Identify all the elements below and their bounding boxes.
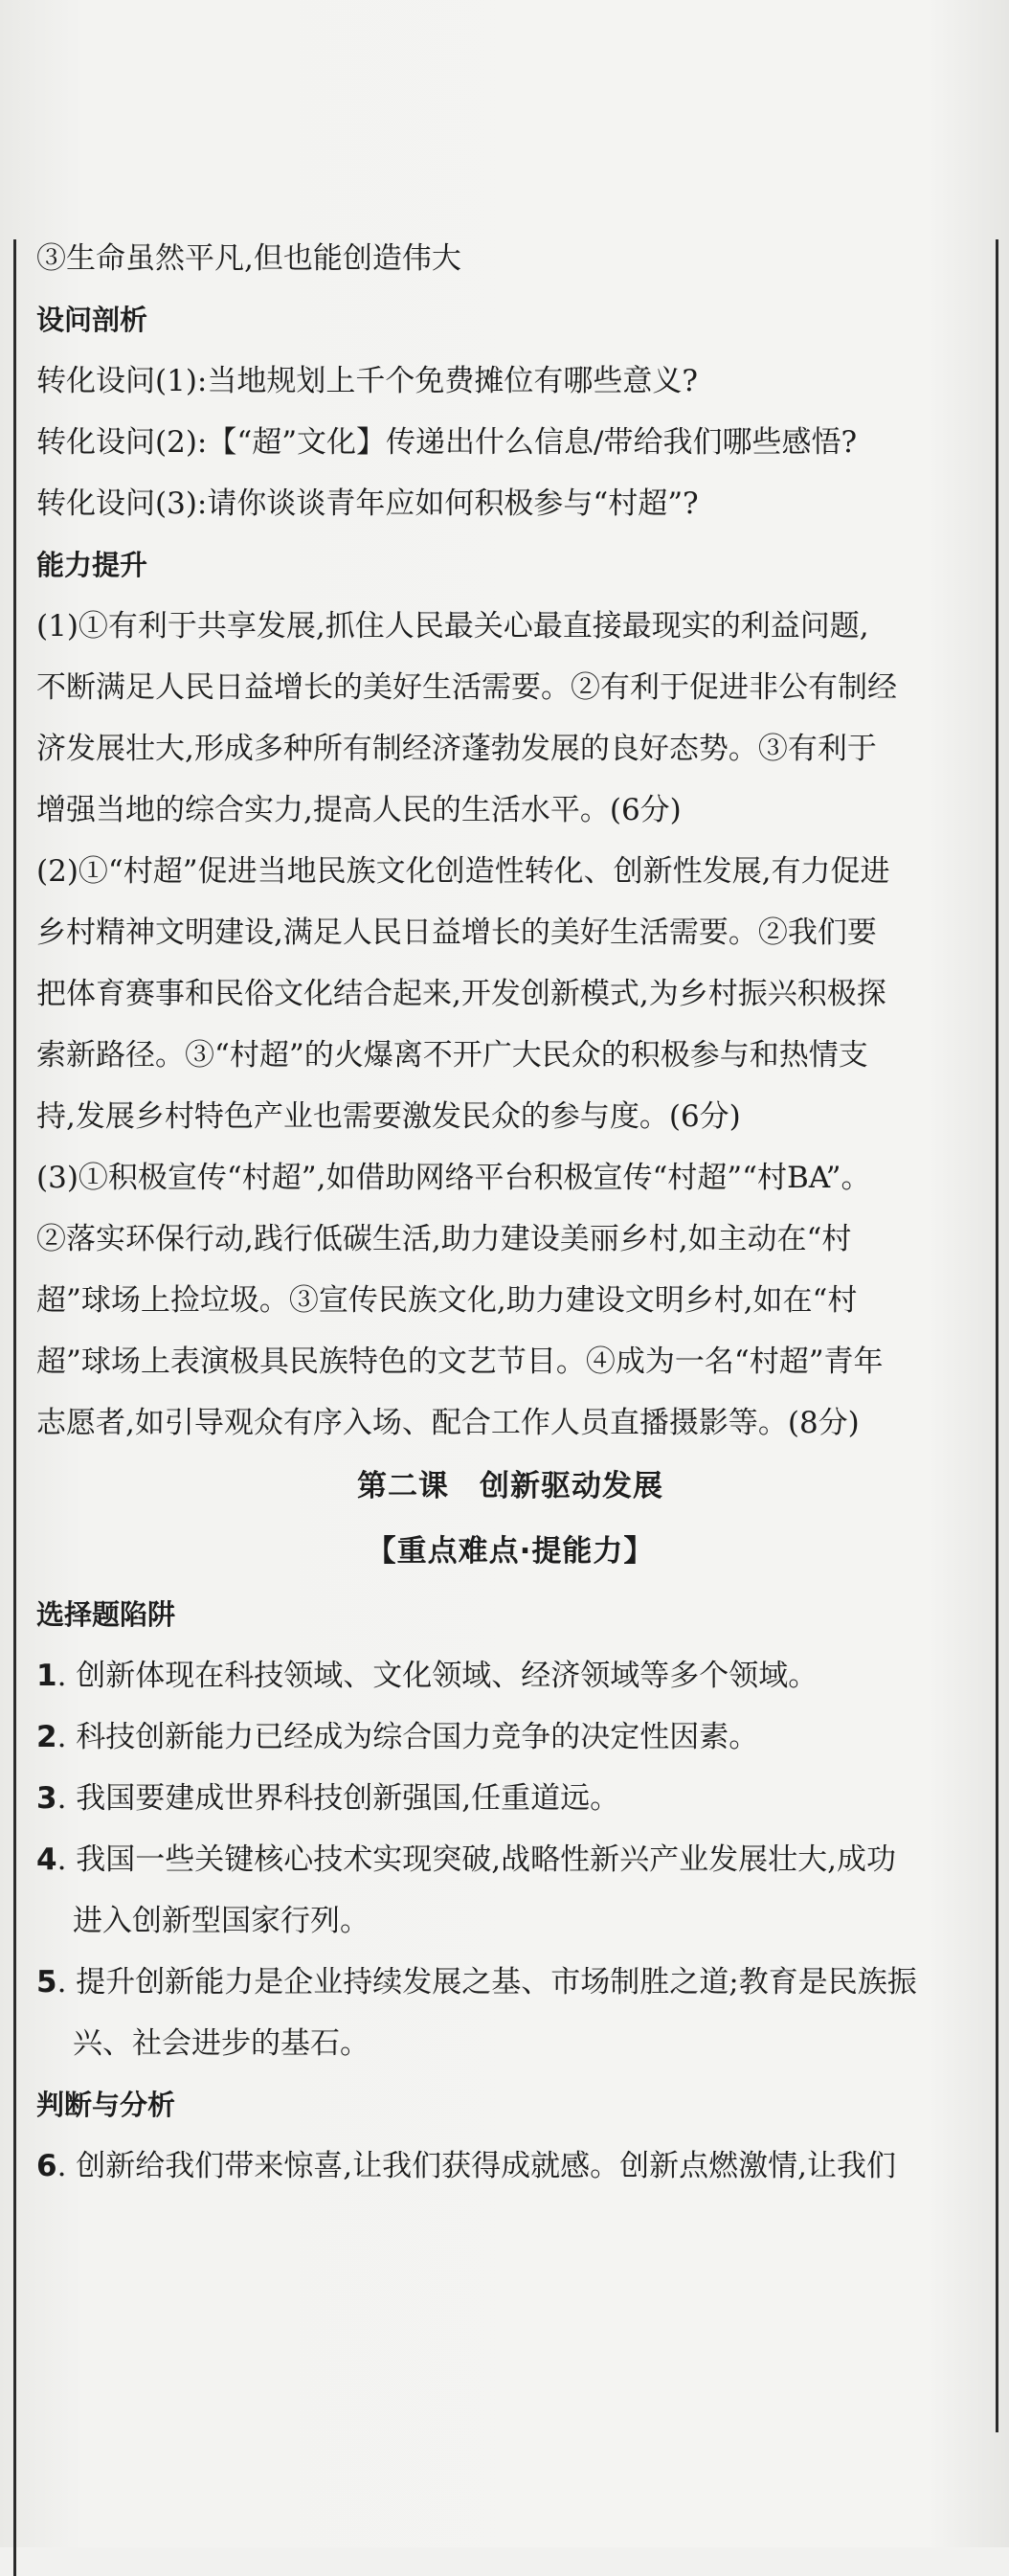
answer-line: 增强当地的综合实力,提高人民的生活水平。(6分) <box>36 793 682 827</box>
question-line: 转化设问(3):请你谈谈青年应如何积极参与“村超”? <box>36 486 699 521</box>
right-margin-rule <box>996 239 998 2432</box>
list-item <box>36 2135 984 2197</box>
item-number: 3 <box>36 1781 57 1816</box>
answer-line: 索新路径。③“村超”的火爆离不开广大民众的积极参与和热情支 <box>36 1038 868 1073</box>
list-item <box>36 1645 984 1706</box>
section-heading: 设问剖析 <box>36 304 148 336</box>
item-text: . 我国一些关键核心技术实现突破,战略性新兴产业发展壮大,成功 <box>56 1842 896 1877</box>
section-banner: 【重点难点·提能力】 <box>366 1534 655 1569</box>
item-number: 4 <box>36 1842 57 1877</box>
list-item-continued: 兴、社会进步的基石。 <box>73 2026 370 2061</box>
list-item <box>36 1768 984 1829</box>
answer-line: 持,发展乡村特色产业也需要激发民众的参与度。(6分) <box>36 1099 741 1134</box>
answer-line: 乡村精神文明建设,满足人民日益增长的美好生活需要。②我们要 <box>36 915 877 950</box>
lesson-title: 第二课 创新驱动发展 <box>357 1469 663 1503</box>
answer-line: (1)①有利于共享发展,抓住人民最关心最直接最现实的利益问题, <box>36 609 869 644</box>
answer-line: (2)①“村超”促进当地民族文化创造性转化、创新性发展,有力促进 <box>36 854 890 889</box>
item-text: . 创新给我们带来惊喜,让我们获得成就感。创新点燃激情,让我们 <box>56 2149 896 2183</box>
list-item <box>36 1706 984 1768</box>
list-item <box>36 1829 984 1890</box>
answer-line: 济发展壮大,形成多种所有制经济蓬勃发展的良好态势。③有利于 <box>36 732 877 766</box>
answer-line: 志愿者,如引导观众有序入场、配合工作人员直播摄影等。(8分) <box>36 1406 860 1440</box>
answer-content <box>36 228 984 2197</box>
item-number: 1 <box>36 1659 57 1693</box>
item-number: 5 <box>36 1965 57 2000</box>
item-text: . 创新体现在科技领域、文化领域、经济领域等多个领域。 <box>56 1659 818 1693</box>
section-heading: 选择题陷阱 <box>36 1598 176 1631</box>
item-text: . 我国要建成世界科技创新强国,任重道远。 <box>56 1781 620 1816</box>
question-line: 转化设问(1):当地规划上千个免费摊位有哪些意义? <box>36 364 698 398</box>
section-heading: 能力提升 <box>36 549 148 581</box>
section-heading: 判断与分析 <box>36 2089 176 2121</box>
list-item-continued: 进入创新型国家行列。 <box>73 1904 370 1938</box>
answer-line: (3)①积极宣传“村超”,如借助网络平台积极宣传“村超”“村BA”。 <box>36 1161 871 1195</box>
item-text: . 提升创新能力是企业持续发展之基、市场制胜之道;教育是民族振 <box>56 1965 917 2000</box>
item-text: . 科技创新能力已经成为综合国力竞争的决定性因素。 <box>56 1720 759 1754</box>
text-line: ③生命虽然平凡,但也能创造伟大 <box>36 241 461 276</box>
answer-line: 把体育赛事和民俗文化结合起来,开发创新模式,为乡村振兴积极探 <box>36 977 886 1011</box>
answer-line: 超”球场上表演极具民族特色的文艺节目。④成为一名“村超”青年 <box>36 1344 884 1379</box>
answer-line: 超”球场上捡垃圾。③宣传民族文化,助力建设文明乡村,如在“村 <box>36 1283 858 1318</box>
question-line: 转化设问(2):【“超”文化】传递出什么信息/带给我们哪些感悟? <box>36 425 858 460</box>
item-number: 2 <box>36 1720 57 1754</box>
list-item <box>36 1952 984 2013</box>
answer-line: ②落实环保行动,践行低碳生活,助力建设美丽乡村,如主动在“村 <box>36 1222 852 1256</box>
item-number: 6 <box>36 2149 57 2183</box>
left-margin-rule <box>13 239 16 2576</box>
answer-line: 不断满足人民日益增长的美好生活需要。②有利于促进非公有制经 <box>36 670 897 705</box>
